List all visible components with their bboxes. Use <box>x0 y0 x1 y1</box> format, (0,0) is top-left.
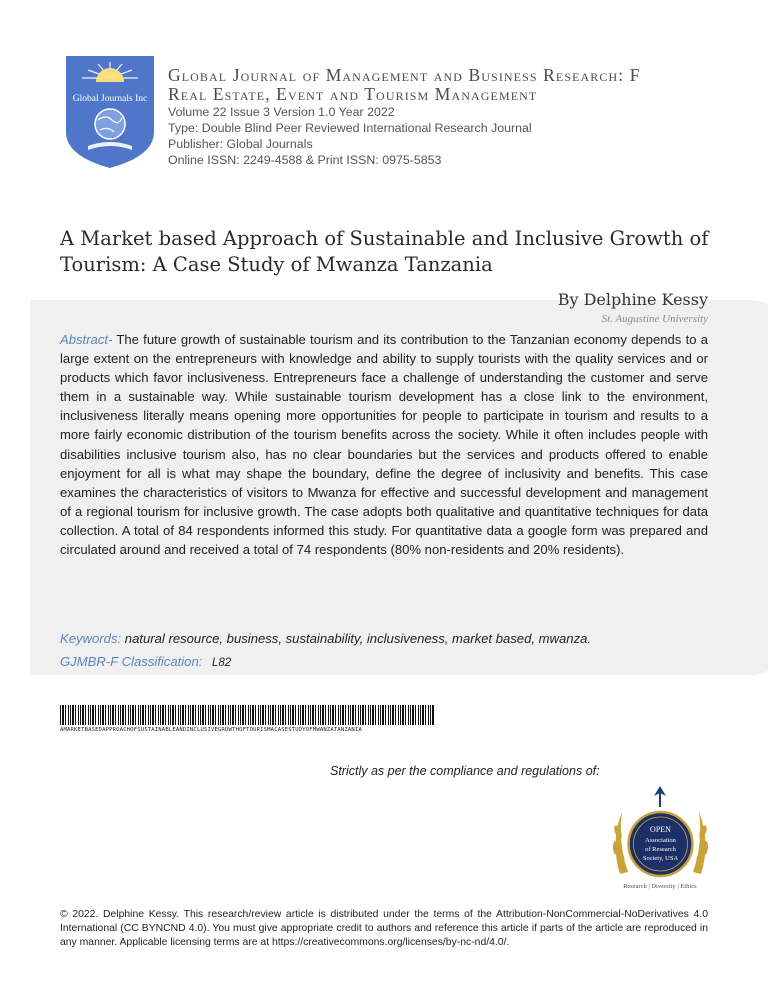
journal-header <box>168 66 641 168</box>
journal-issn: Online ISSN: 2249-4588 & Print ISSN: 0975-5853 <box>168 153 442 167</box>
keywords-label: Keywords: <box>60 631 122 646</box>
copyright-notice: © 2022. Delphine Kessy. This research/review article is distributed under the terms of the Attribution-NonCommercial-NoDerivatives 4.0 International (CC BYNCND 4.0). You must give appropriate credit to authors and reference this article if parts of the article are reproduced in any manner. Applicable licensing terms are at https://creativecommons.org/licenses/by-nc-nd/4.0/. <box>60 909 708 948</box>
journal-publisher: Publisher: Global Journals <box>168 137 313 151</box>
barcode <box>60 705 435 733</box>
compliance-text: Strictly as per the compliance and regulations of: <box>330 764 600 778</box>
classification-code: L82 <box>212 657 232 669</box>
abstract <box>60 330 708 559</box>
article-title: A Market based Approach of Sustainable and Inclusive Growth of Tourism: A Case Study of Mwanza Tanzania <box>60 227 709 276</box>
global-journals-logo <box>62 52 158 170</box>
seal-line4: Society, USA <box>642 855 679 862</box>
seal-line3: of Research <box>645 846 676 853</box>
seal-tagline: Research | Diversity | Ethics <box>623 884 697 890</box>
research-society-seal <box>608 782 713 892</box>
keywords-text: natural resource, business, sustainability, inclusiveness, market based, mwanza. <box>124 631 592 646</box>
journal-title-line2: Real Estate, Event and Tourism Management <box>168 84 538 104</box>
author-affiliation: St. Augustine University <box>601 313 708 325</box>
abstract-text: The future growth of sustainable tourism and its contribution to the Tanzanian economy depends to a large extent on the entrepreneurs with knowledge and ability to supply tourists with the quality services and or products which favor inclusiveness. Entrepreneurs face a challenge of understanding the customer and serve them in a sustainable way. While sustainable tourism development has a close link to the environment, inclusiveness literally means opening more opportunities for people to participate in tourism and results to a more fairly economic distribution of the tourism benefits across the society. While it often includes people with disabilities inclusive tourism also, has no clear boundaries but the services and products offered to enable enjoyment for all is what may shape the boundary, define the degree of inclusivity and benefits. This case examines the characteristics of visitors to Mwanza for effective and successful development and management of a regional tourism for inclusive growth. The case adopts both qualitative and quantitative techniques for data collection. A total of 84 respondents informed this study. For quantitative data a google form was prepared and circulated around and received a total of 74 respondents (80% non-residents and 20% residents). <box>60 332 708 558</box>
seal-line1: OPEN <box>650 825 671 834</box>
journal-type: Type: Double Blind Peer Reviewed International Research Journal <box>168 121 532 135</box>
keywords <box>60 631 591 646</box>
seal-line2: Association <box>645 837 676 844</box>
logo-text: Global Journals Inc <box>72 94 148 104</box>
classification <box>60 654 231 669</box>
barcode-text: AMARKETBASEDAPPROACHOFSUSTAINABLEANDINCLUSIVEGROWTHOFTOURISMACASESTUDYOFMWANZATANZANIA <box>60 727 362 733</box>
author-name: By Delphine Kessy <box>557 290 708 309</box>
journal-title-line1: Global Journal of Management and Business Research: F <box>168 65 641 85</box>
barcode-bars <box>60 705 435 725</box>
classification-label: GJMBR-F Classification: <box>60 654 203 669</box>
journal-volume: Volume 22 Issue 3 Version 1.0 Year 2022 <box>168 105 395 119</box>
abstract-label: Abstract- <box>60 332 113 347</box>
